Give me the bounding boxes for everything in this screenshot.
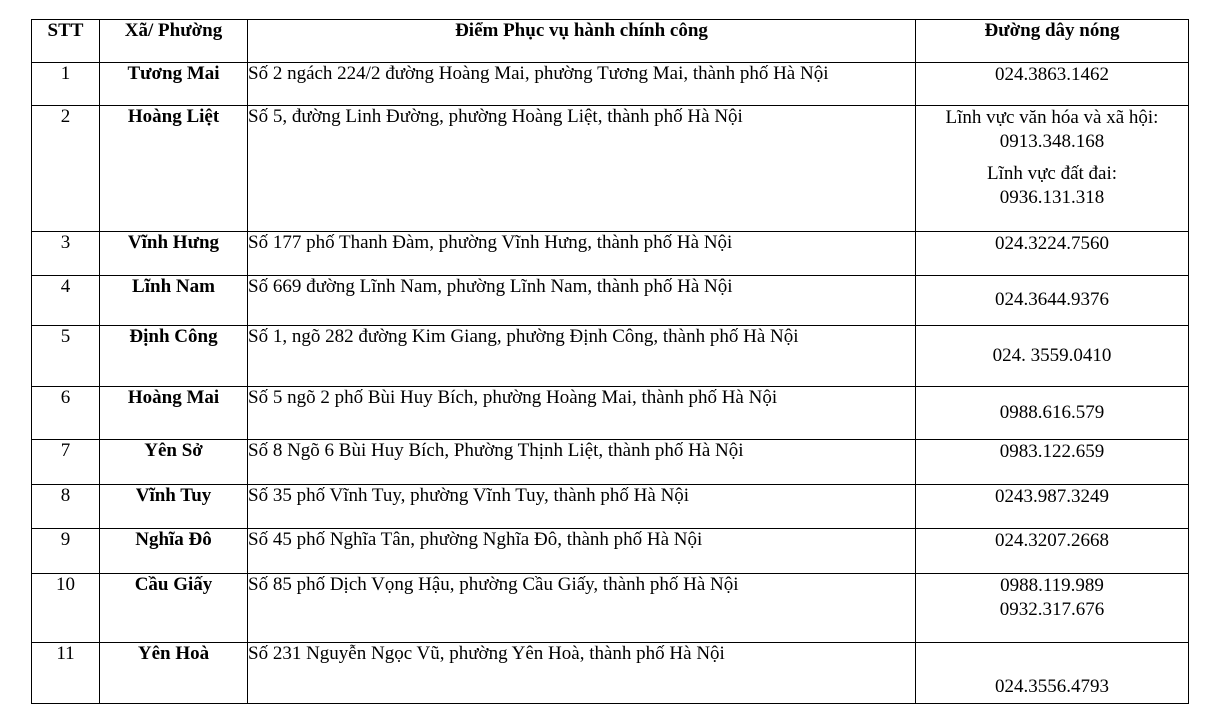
service-points-table [31,19,1189,704]
row-address: Số 45 phố Nghĩa Tân, phường Nghĩa Đô, thành phố Hà Nội [248,529,916,574]
row-ward: Yên Sở [100,440,248,485]
row-hotline: 024.3863.1462 [916,63,1189,106]
row-ward: Định Công [100,326,248,387]
hotline-land-group [916,162,1188,210]
table-row [32,276,1189,326]
row-stt: 11 [32,643,100,704]
row-hotline: 024.3224.7560 [916,232,1189,276]
row-ward: Yên Hoà [100,643,248,704]
row-stt: 4 [32,276,100,326]
row-address: Số 5, đường Linh Đường, phường Hoàng Liệt, thành phố Hà Nội [248,106,916,232]
row-address: Số 231 Nguyễn Ngọc Vũ, phường Yên Hoà, thành phố Hà Nội [248,643,916,704]
row-address: Số 85 phố Dịch Vọng Hậu, phường Cầu Giấy, thành phố Hà Nội [248,574,916,643]
row-stt: 5 [32,326,100,387]
row-ward: Vĩnh Hưng [100,232,248,276]
row-hotline: 0243.987.3249 [916,485,1189,529]
hotline-culture-number: 0913.348.168 [999,131,1105,152]
row-hotline: 024. 3559.0410 [916,326,1189,387]
table-header-row [32,20,1189,63]
row-ward: Nghĩa Đô [100,529,248,574]
row-address: Số 669 đường Lĩnh Nam, phường Lĩnh Nam, thành phố Hà Nội [248,276,916,326]
row-hotline [916,574,1189,643]
header-address: Điểm Phục vụ hành chính công [248,20,916,63]
table-row [32,106,1189,232]
row-stt: 10 [32,574,100,643]
row-address: Số 35 phố Vĩnh Tuy, phường Vĩnh Tuy, thành phố Hà Nội [248,485,916,529]
hotline-land-number: 0936.131.318 [999,187,1105,208]
row-hotline: 0983.122.659 [916,440,1189,485]
row-ward: Tương Mai [100,63,248,106]
row-stt: 3 [32,232,100,276]
row-stt: 1 [32,63,100,106]
table-row [32,574,1189,643]
table-row [32,232,1189,276]
header-ward: Xã/ Phường [100,20,248,63]
header-stt: STT [32,20,100,63]
row-address: Số 2 ngách 224/2 đường Hoàng Mai, phường Tương Mai, thành phố Hà Nội [248,63,916,106]
table-row [32,63,1189,106]
row-ward: Vĩnh Tuy [100,485,248,529]
row-address: Số 8 Ngõ 6 Bùi Huy Bích, Phường Thịnh Liệt, thành phố Hà Nội [248,440,916,485]
row-hotline [916,106,1189,232]
table-row [32,529,1189,574]
hotline-number-2: 0932.317.676 [999,599,1105,620]
row-address: Số 5 ngõ 2 phố Bùi Huy Bích, phường Hoàng Mai, thành phố Hà Nội [248,387,916,440]
row-ward: Hoàng Liệt [100,106,248,232]
hotline-culture-label: Lĩnh vực văn hóa và xã hội: [945,107,1159,128]
table-row [32,387,1189,440]
header-hotline: Đường dây nóng [916,20,1189,63]
table-row [32,643,1189,704]
row-stt: 9 [32,529,100,574]
row-stt: 7 [32,440,100,485]
table-row [32,485,1189,529]
table-row [32,440,1189,485]
row-hotline: 024.3556.4793 [916,643,1189,704]
row-address: Số 1, ngõ 282 đường Kim Giang, phường Định Công, thành phố Hà Nội [248,326,916,387]
row-stt: 6 [32,387,100,440]
row-hotline: 0988.616.579 [916,387,1189,440]
row-stt: 2 [32,106,100,232]
row-ward: Cầu Giấy [100,574,248,643]
row-stt: 8 [32,485,100,529]
hotline-land-label: Lĩnh vực đất đai: [986,163,1118,184]
row-hotline: 024.3207.2668 [916,529,1189,574]
row-ward: Lĩnh Nam [100,276,248,326]
row-hotline: 024.3644.9376 [916,276,1189,326]
hotline-culture-group [916,106,1188,154]
row-ward: Hoàng Mai [100,387,248,440]
row-address: Số 177 phố Thanh Đàm, phường Vĩnh Hưng, thành phố Hà Nội [248,232,916,276]
table-row [32,326,1189,387]
hotline-number-1: 0988.119.989 [1000,575,1104,596]
